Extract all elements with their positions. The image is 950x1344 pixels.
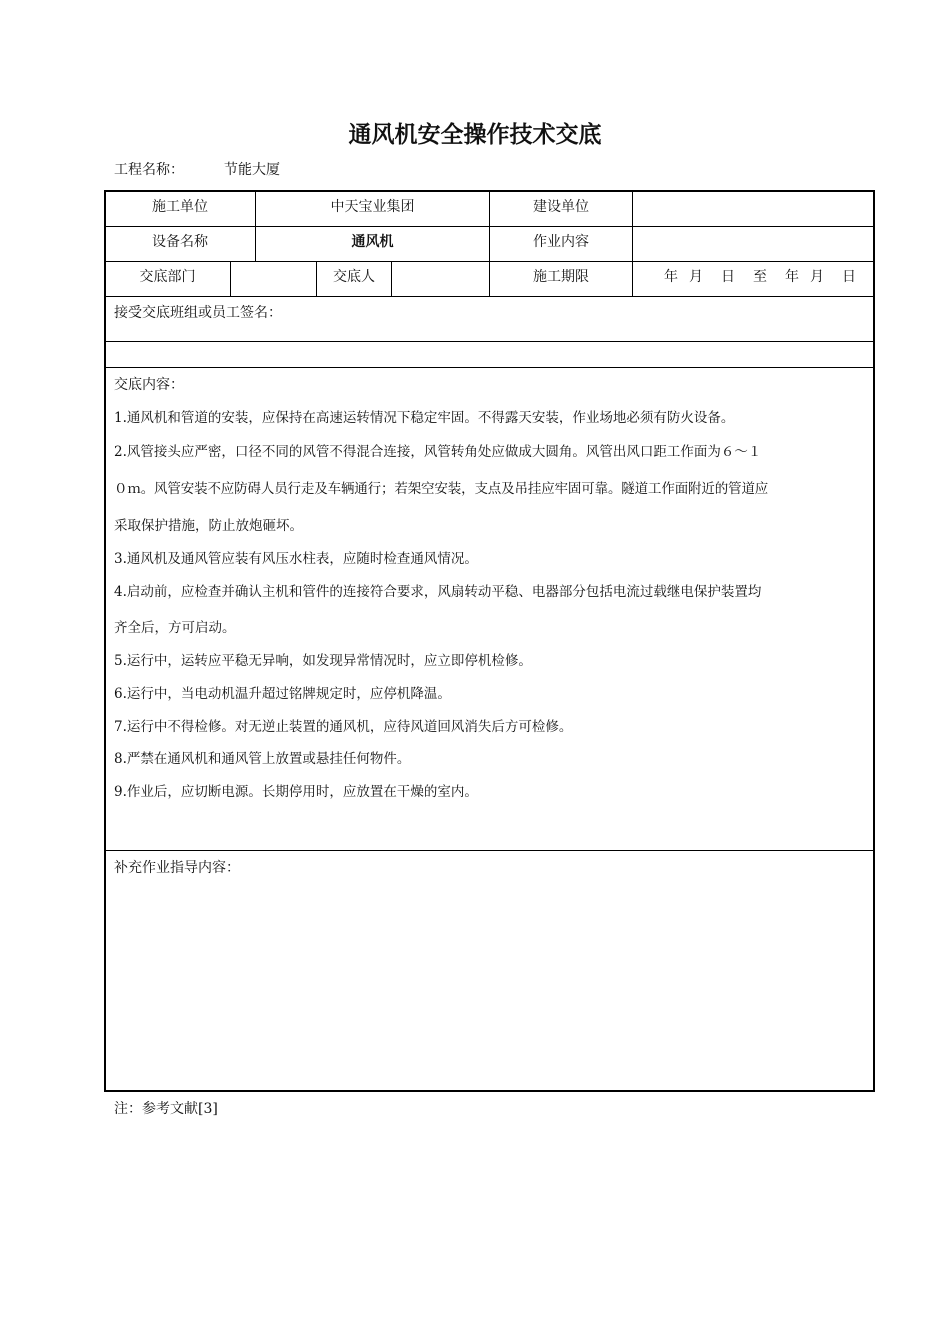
dept-label: 交底部门 <box>139 269 196 285</box>
content-line: 9.作业后，应切断电源。长期停用时，应放置在干燥的室内。 <box>114 784 478 800</box>
project-name-value: 节能大厦 <box>224 162 280 178</box>
content-label: 交底内容： <box>114 377 184 393</box>
content-line: 5.运行中，运转应平稳无异响，如发现异常情况时，应立即停机检修。 <box>114 653 532 669</box>
period-label: 施工期限 <box>533 269 589 285</box>
content-line: 采取保护措施，防止放炮砸坏。 <box>114 518 303 534</box>
row-divider <box>104 341 875 342</box>
content-line: 齐全后，方可启动。 <box>114 620 236 636</box>
project-name-row <box>114 159 280 179</box>
reference-note: 注：参考文献[3] <box>114 1101 218 1117</box>
content-line: 8.严禁在通风机和通风管上放置或悬挂任何物件。 <box>114 751 411 767</box>
content-line: 6.运行中，当电动机温升超过铭牌规定时，应停机降温。 <box>114 686 451 702</box>
period-day-start: 日 <box>721 269 735 285</box>
equipment-value: 通风机 <box>351 234 394 250</box>
content-line: ０ｍ。风管安装不应防碍人员行走及车辆通行；若架空安装，支点及吊挂应牢固可靠。隧道工作面附近的管道应 <box>114 481 769 497</box>
period-year-start: 年 <box>664 269 678 285</box>
column-divider <box>391 261 392 296</box>
work-content-label: 作业内容 <box>533 234 589 250</box>
column-divider <box>632 190 633 296</box>
period-day-end: 日 <box>842 269 856 285</box>
period-year-end: 年 <box>785 269 799 285</box>
content-line: 1.通风机和管道的安装，应保持在高速运转情况下稳定牢固。不得露天安装，作业场地必须有防火设备。 <box>114 410 735 426</box>
period-month-start: 月 <box>689 269 703 285</box>
construction-unit-value: 中天宝业集团 <box>330 199 415 215</box>
period-month-end: 月 <box>810 269 824 285</box>
row-divider <box>104 367 875 368</box>
column-divider <box>230 261 231 296</box>
project-name-label: 工程名称： <box>114 162 184 178</box>
person-label: 交底人 <box>333 269 375 285</box>
form-table <box>104 190 875 1092</box>
content-line: 4.启动前，应检查并确认主机和管件的连接符合要求，风扇转动平稳、电器部分包括电流过载继电保护装置均 <box>114 584 762 600</box>
period-to: 至 <box>753 269 767 285</box>
supplement-label: 补充作业指导内容： <box>114 860 240 876</box>
content-line: 3.通风机及通风管应装有风压水柱表，应随时检查通风情况。 <box>114 551 478 567</box>
equipment-label: 设备名称 <box>152 234 208 250</box>
row-divider <box>104 296 875 297</box>
content-line: 2.风管接头应严密，口径不同的风管不得混合连接，风管转角处应做成大圆角。风管出风口距工作面为６～１ <box>114 444 762 460</box>
document-title: 通风机安全操作技术交底 <box>348 122 602 148</box>
construction-unit-label: 施工单位 <box>152 199 208 215</box>
content-line: 7.运行中不得检修。对无逆止装置的通风机，应待风道回风消失后方可检修。 <box>114 719 573 735</box>
owner-unit-label: 建设单位 <box>533 199 589 215</box>
row-divider <box>104 850 875 851</box>
signature-label: 接受交底班组或员工签名： <box>114 305 282 321</box>
